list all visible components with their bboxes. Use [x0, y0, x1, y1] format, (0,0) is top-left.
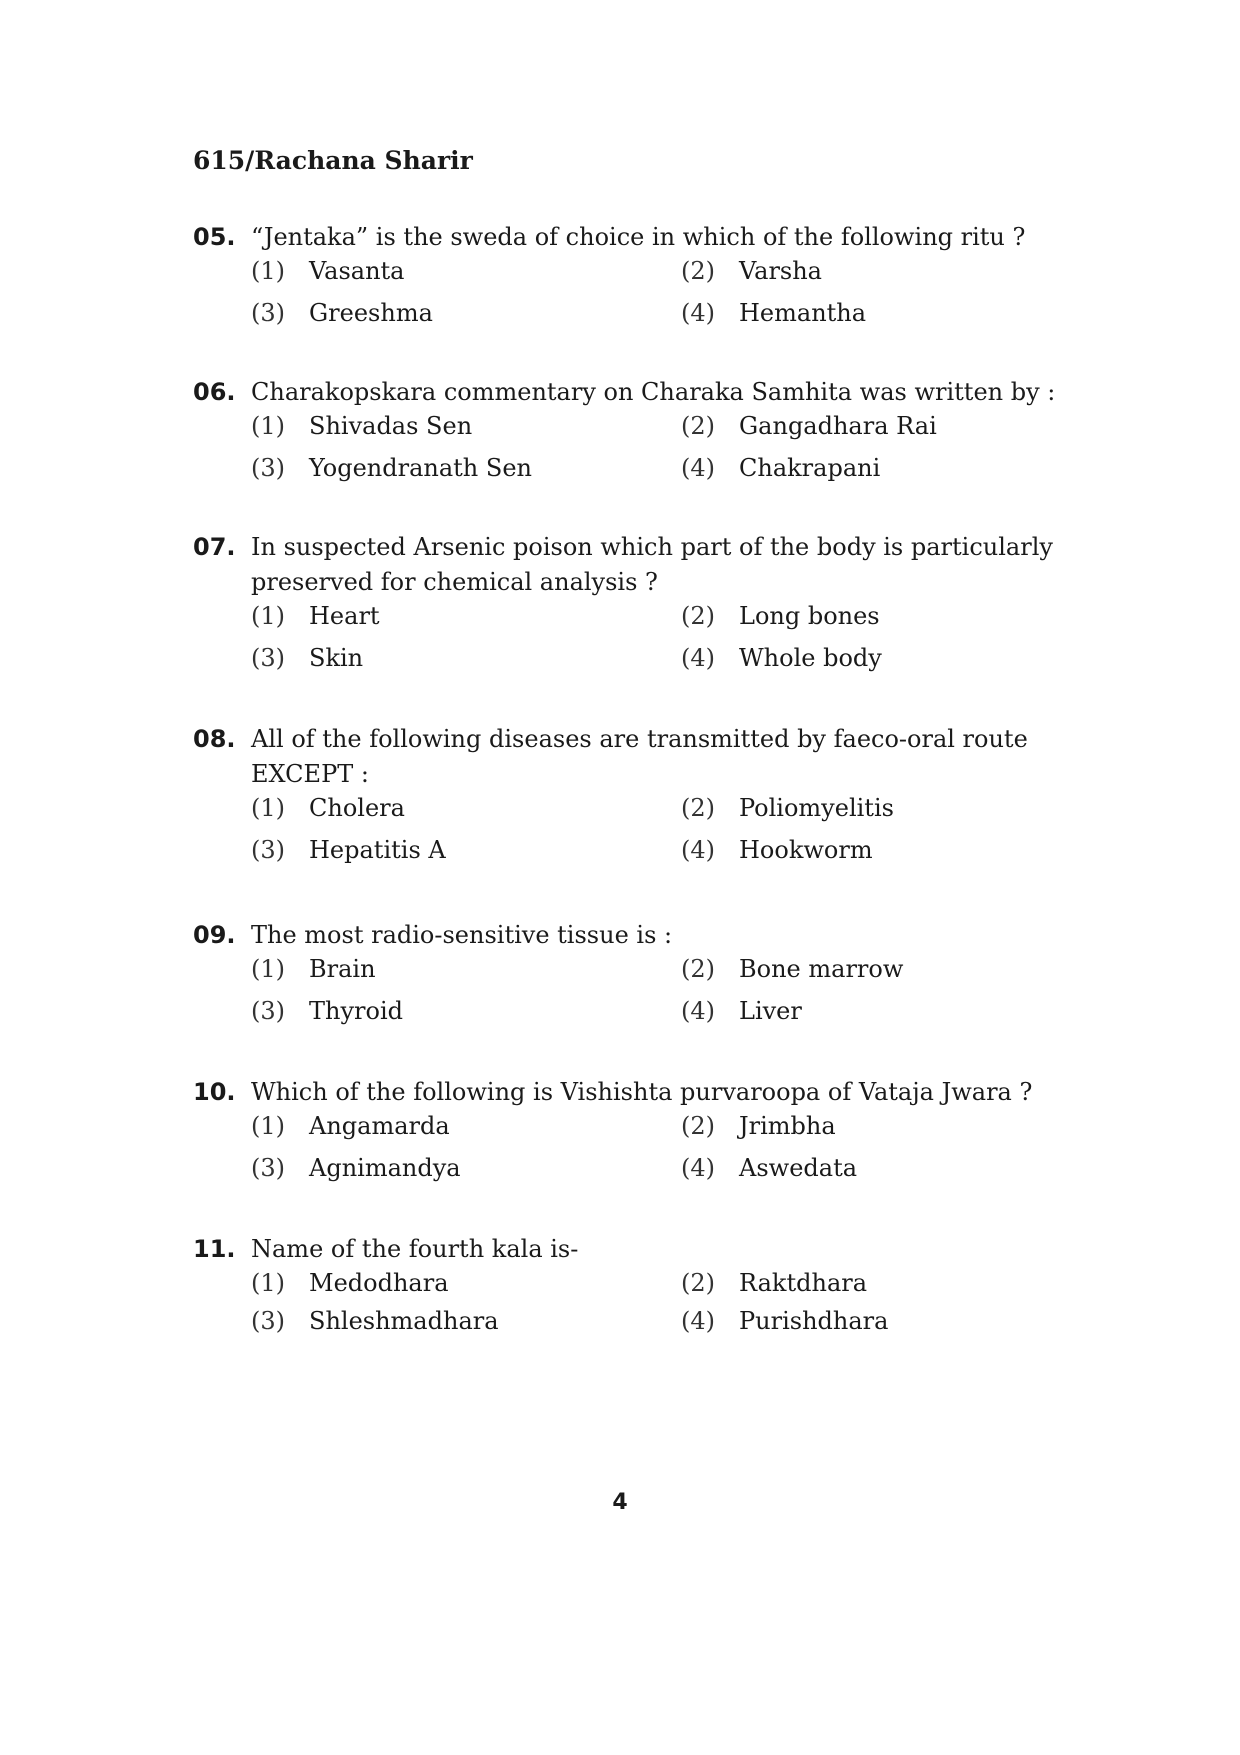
options-grid — [251, 412, 1123, 496]
option-4 — [681, 454, 880, 482]
option-text: Liver — [739, 997, 802, 1025]
option-2 — [681, 257, 822, 285]
option-1 — [251, 602, 380, 630]
option-text: Poliomyelitis — [739, 794, 894, 822]
option-3 — [251, 299, 433, 327]
option-1 — [251, 955, 376, 983]
question-text: Which of the following is Vishishta purvaroopa of Vataja Jwara ? — [251, 1078, 1033, 1106]
option-number: (1) — [251, 602, 285, 630]
option-text: Bone marrow — [739, 955, 904, 983]
option-1 — [251, 1112, 450, 1140]
options-grid — [251, 602, 1123, 686]
option-text: Yogendranath Sen — [309, 454, 532, 482]
option-number: (3) — [251, 1154, 285, 1182]
question-text: Name of the fourth kala is- — [251, 1235, 579, 1263]
option-number: (2) — [681, 257, 715, 285]
option-text: Purishdhara — [739, 1307, 889, 1335]
question-number: 07. — [193, 533, 236, 561]
option-4 — [681, 644, 882, 672]
option-text: Varsha — [739, 257, 822, 285]
option-number: (4) — [681, 997, 715, 1025]
question-number: 09. — [193, 921, 236, 949]
option-2 — [681, 412, 937, 440]
options-grid — [251, 794, 1123, 878]
question-07 — [193, 530, 1123, 686]
question-text: Charakopskara commentary on Charaka Samhita was written by : — [251, 378, 1056, 406]
option-4 — [681, 836, 873, 864]
option-2 — [681, 955, 903, 983]
question-06 — [193, 375, 1123, 496]
option-4 — [681, 299, 866, 327]
option-2 — [681, 794, 894, 822]
option-number: (3) — [251, 454, 285, 482]
question-05 — [193, 220, 1123, 341]
option-number: (3) — [251, 299, 285, 327]
option-text: Brain — [309, 955, 376, 983]
option-text: Thyroid — [309, 997, 403, 1025]
option-number: (1) — [251, 412, 285, 440]
option-text: Heart — [309, 602, 380, 630]
options-grid — [251, 955, 1123, 1039]
option-text: Shleshmadhara — [309, 1307, 499, 1335]
option-number: (1) — [251, 257, 285, 285]
question-text: “Jentaka” is the sweda of choice in which of the following ritu ? — [251, 223, 1026, 251]
option-1 — [251, 1269, 449, 1297]
option-3 — [251, 997, 403, 1025]
option-4 — [681, 1307, 888, 1335]
question-number: 10. — [193, 1078, 236, 1106]
option-number: (4) — [681, 836, 715, 864]
option-text: Angamarda — [309, 1112, 450, 1140]
option-3 — [251, 454, 532, 482]
question-text: The most radio-sensitive tissue is : — [251, 921, 673, 949]
option-3 — [251, 836, 446, 864]
question-number: 11. — [193, 1235, 236, 1263]
question-text: All of the following diseases are transmitted by faeco-oral route EXCEPT : — [251, 725, 1028, 788]
option-1 — [251, 412, 472, 440]
option-text: Vasanta — [309, 257, 405, 285]
question-10 — [193, 1075, 1123, 1196]
option-4 — [681, 1154, 857, 1182]
option-2 — [681, 602, 880, 630]
option-text: Medodhara — [309, 1269, 449, 1297]
options-grid — [251, 1112, 1123, 1196]
option-number: (3) — [251, 997, 285, 1025]
option-number: (2) — [681, 602, 715, 630]
option-4 — [681, 997, 802, 1025]
paper-title: 615/Rachana Sharir — [193, 146, 473, 175]
option-number: (2) — [681, 412, 715, 440]
option-number: (4) — [681, 1307, 715, 1335]
question-number: 05. — [193, 223, 236, 251]
option-number: (1) — [251, 955, 285, 983]
option-2 — [681, 1269, 867, 1297]
option-text: Hookworm — [739, 836, 873, 864]
question-number: 08. — [193, 725, 236, 753]
option-3 — [251, 1154, 461, 1182]
options-grid — [251, 257, 1123, 341]
option-text: Aswedata — [739, 1154, 858, 1182]
option-text: Jrimbha — [739, 1112, 836, 1140]
page-number: 4 — [612, 1490, 628, 1515]
option-text: Greeshma — [309, 299, 433, 327]
option-3 — [251, 1307, 499, 1335]
option-number: (2) — [681, 1269, 715, 1297]
option-number: (4) — [681, 644, 715, 672]
option-text: Whole body — [739, 644, 882, 672]
option-number: (3) — [251, 1307, 285, 1335]
option-number: (1) — [251, 1112, 285, 1140]
question-08 — [193, 722, 1123, 878]
option-number: (2) — [681, 1112, 715, 1140]
option-text: Long bones — [739, 602, 880, 630]
option-number: (4) — [681, 1154, 715, 1182]
option-number: (2) — [681, 794, 715, 822]
question-number: 06. — [193, 378, 236, 406]
option-text: Cholera — [309, 794, 405, 822]
option-text: Chakrapani — [739, 454, 881, 482]
options-grid — [251, 1269, 1123, 1345]
question-09 — [193, 918, 1123, 1039]
option-text: Hepatitis A — [309, 836, 446, 864]
option-text: Shivadas Sen — [309, 412, 473, 440]
option-number: (1) — [251, 1269, 285, 1297]
option-number: (3) — [251, 836, 285, 864]
option-number: (1) — [251, 794, 285, 822]
option-text: Skin — [309, 644, 364, 672]
option-3 — [251, 644, 363, 672]
option-2 — [681, 1112, 836, 1140]
option-1 — [251, 794, 405, 822]
option-text: Hemantha — [739, 299, 867, 327]
option-text: Gangadhara Rai — [739, 412, 937, 440]
option-text: Raktdhara — [739, 1269, 868, 1297]
option-number: (4) — [681, 454, 715, 482]
option-number: (4) — [681, 299, 715, 327]
option-1 — [251, 257, 404, 285]
option-number: (2) — [681, 955, 715, 983]
question-text: In suspected Arsenic poison which part of the body is particularly preserved for chemical analysis ? — [251, 533, 1053, 596]
question-11 — [193, 1232, 1123, 1345]
option-text: Agnimandya — [309, 1154, 461, 1182]
option-number: (3) — [251, 644, 285, 672]
